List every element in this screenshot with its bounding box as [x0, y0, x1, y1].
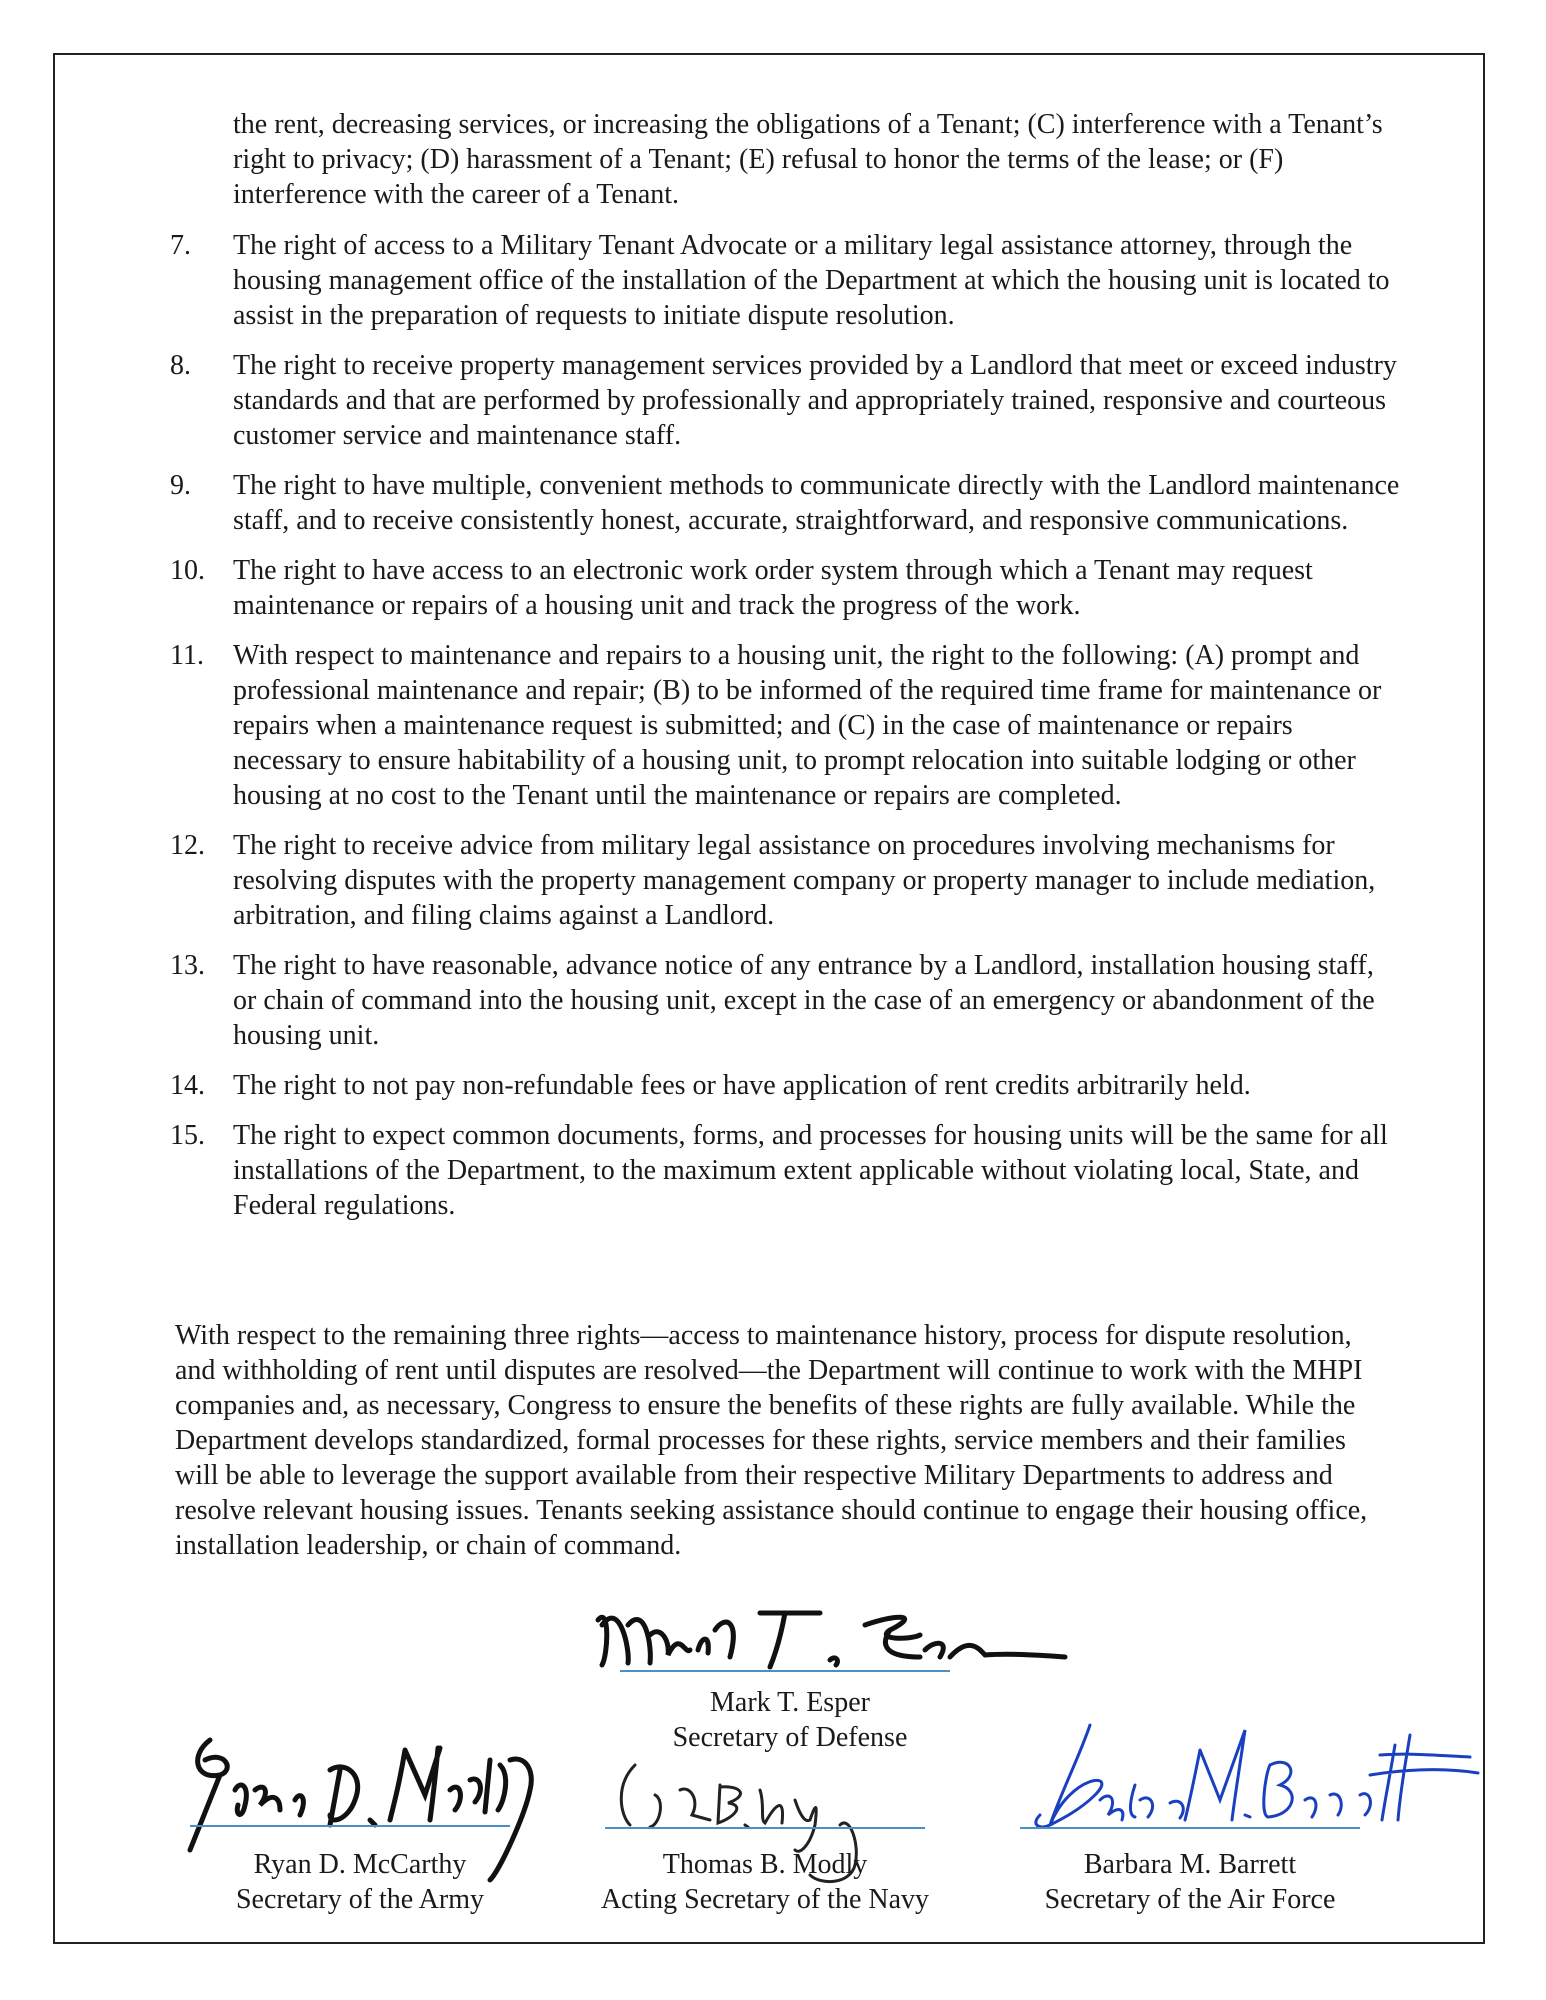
- item-number: 9.: [170, 470, 191, 501]
- item-text: The right to not pay non-refundable fees or have application of rent credits arbitrarily held.: [233, 1070, 1251, 1101]
- signatory-title: Acting Secretary of the Navy: [600, 1884, 930, 1915]
- signature-line-defense: [620, 1670, 950, 1672]
- list-item: [170, 638, 1400, 813]
- item-text: The right to expect common documents, forms, and processes for housing units will be the same for all installations of the Department, to the maximum extent applicable without violating local, State, and Federal regulations.: [233, 1120, 1388, 1221]
- signatory-name: Mark T. Esper: [710, 1687, 870, 1718]
- signatory-name: Thomas B. Modly: [662, 1849, 868, 1880]
- list-item: [170, 1068, 1400, 1103]
- item-text: The right to have access to an electronic work order system through which a Tenant may request maintenance or repairs of a housing unit and track the progress of the work.: [233, 555, 1313, 621]
- list-item: [170, 828, 1400, 933]
- item-number: 11.: [170, 640, 204, 671]
- list-item: [170, 468, 1400, 538]
- signatory-army: [185, 1847, 535, 1917]
- rights-list: [170, 228, 1400, 1238]
- item-text: With respect to maintenance and repairs to a housing unit, the right to the following: (A) prompt and professional maintenance and repair; (B) to be informed of the required time frame for maintenance or repairs when a maintenance request is submitted; and (C) in the case of maintenance or repairs necessary to ensure habitability of a housing unit, to prompt relocation into suitable lodging or other housing at no cost to the Tenant until the maintenance or repairs are completed.: [233, 640, 1382, 811]
- signatory-navy: [570, 1847, 960, 1917]
- item-text: The right to receive advice from military legal assistance on procedures involving mechanisms for resolving disputes with the property management company or property manager to include mediation, arbitration, and filing claims against a Landlord.: [233, 830, 1376, 931]
- item-number: 10.: [170, 555, 205, 586]
- signature-line-airforce: [1020, 1827, 1360, 1829]
- signatory-title: Secretary of Defense: [672, 1722, 908, 1753]
- signatory-name: Barbara M. Barrett: [1083, 1849, 1297, 1880]
- signatory-airforce: [1000, 1847, 1380, 1917]
- list-item: [170, 228, 1400, 333]
- item-text: The right to receive property management services provided by a Landlord that meet or exceed industry standards and that are performed by professionally and appropriately trained, responsive and courteous customer service and maintenance staff.: [233, 350, 1397, 451]
- signature-line-army: [190, 1825, 510, 1827]
- signatory-name: Ryan D. McCarthy: [253, 1849, 467, 1880]
- item-number: 15.: [170, 1120, 205, 1151]
- item-number: 7.: [170, 230, 191, 261]
- item-number: 12.: [170, 830, 205, 861]
- list-item: [170, 948, 1400, 1053]
- item-text: The right to have reasonable, advance notice of any entrance by a Landlord, installation housing staff, or chain of command into the housing unit, except in the case of an emergency or abandonment of the housing unit.: [233, 950, 1375, 1051]
- list-item: [170, 553, 1400, 623]
- signatory-title: Secretary of the Army: [235, 1884, 485, 1915]
- signatory-title: Secretary of the Air Force: [1044, 1884, 1336, 1915]
- item-text: The right of access to a Military Tenant Advocate or a military legal assistance attorney, through the housing management office of the installation of the Department at which the housing unit is located to assist in the preparation of requests to initiate dispute resolution.: [233, 230, 1390, 331]
- signature-barrett: [1000, 1715, 1480, 1855]
- item-number: 13.: [170, 950, 205, 981]
- continuation-paragraph: the rent, decreasing services, or increasing the obligations of a Tenant; (C) interference with a Tenant’s right to privacy; (D) harassment of a Tenant; (E) refusal to honor the terms of the lease; or (F) interference with the career of a Tenant.: [233, 109, 1383, 210]
- list-item: [170, 1118, 1400, 1223]
- signature-line-navy: [605, 1827, 925, 1829]
- item-number: 8.: [170, 350, 191, 381]
- closing-paragraph: With respect to the remaining three rights—access to maintenance history, process for dispute resolution, and withholding of rent until disputes are resolved—the Department will continue to work with the MHPI companies and, as necessary, Congress to ensure the benefits of these rights are fully available. While the Department develops standardized, formal processes for these rights, service members and their families will be able to leverage the support available from their respective Military Departments to address and resolve relevant housing issues. Tenants seeking assistance should continue to engage their housing office, installation leadership, or chain of command.: [175, 1320, 1368, 1561]
- item-number: 14.: [170, 1070, 205, 1101]
- list-item: [170, 348, 1400, 453]
- item-text: The right to have multiple, convenient methods to communicate directly with the Landlord maintenance staff, and to receive consistently honest, accurate, straightforward, and responsive communications.: [233, 470, 1400, 536]
